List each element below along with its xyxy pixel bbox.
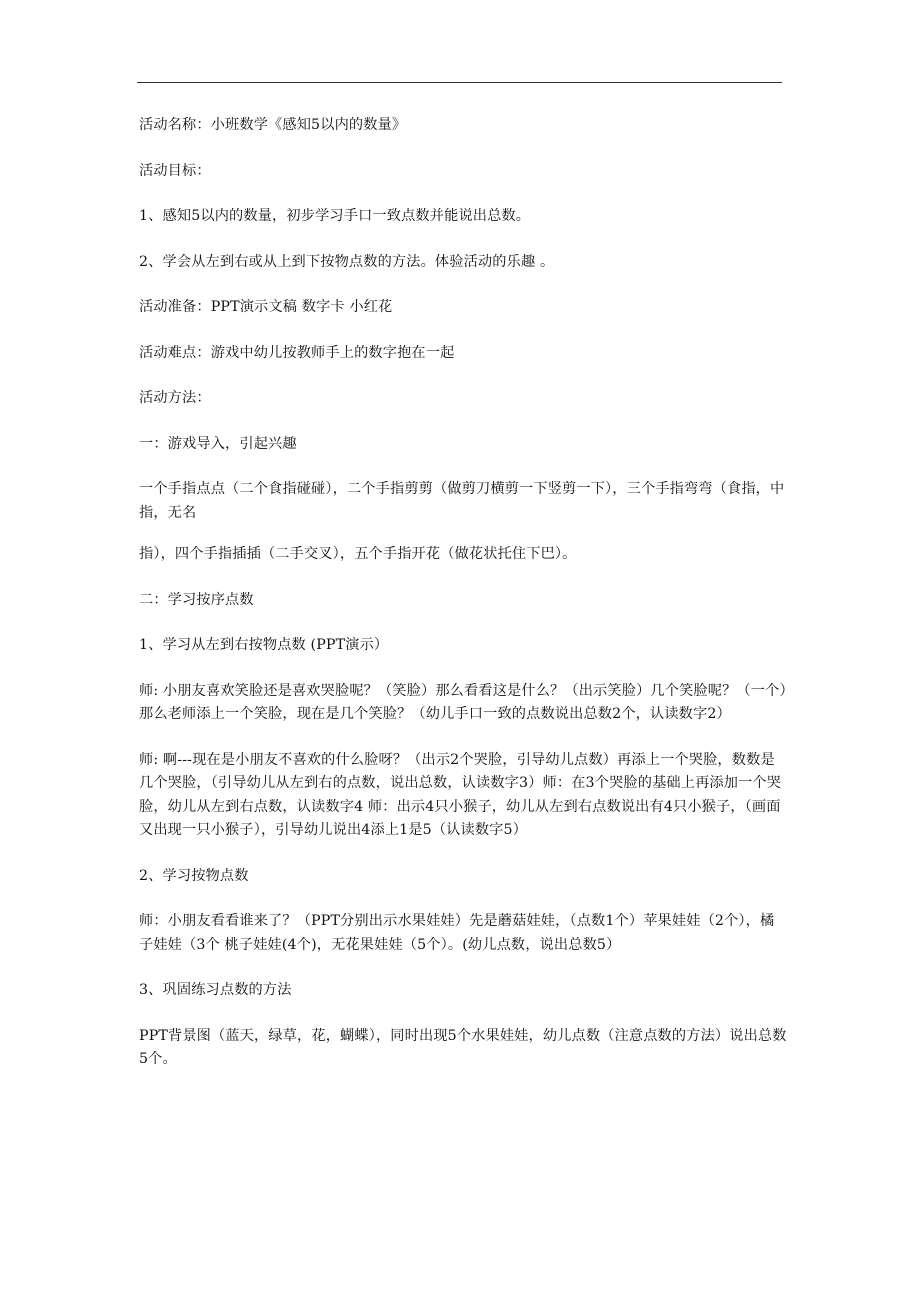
goal-item-1: 1、感知5以内的数量，初步学习手口一致点数并能说出总数。 (139, 208, 531, 224)
header-rule (137, 82, 782, 83)
goal-item-2: 2、学会从左到右或从上到下按物点数的方法。体验活动的乐趣 。 (139, 253, 555, 270)
subsection-2-heading: 2、学习按物点数 (139, 867, 249, 884)
fruit-dolls-dialogue: 师：小朋友看看谁来了？（PPT分别出示水果娃娃）先是蘑菇娃娃，（点数1个）苹果娃娃（2个），橘子娃娃（3个 桃子娃娃(4个)，无花果娃娃（5个）。(幼儿点数，说出总数5） (139, 913, 775, 953)
methods-heading: 活动方法： (139, 390, 211, 406)
goals-heading: 活动目标： (139, 162, 211, 179)
practice-text: PPT背景图（蓝天，绿草，花，蝴蝶），同时出现5个水果娃娃，幼儿点数（注意点数的方法）说出总数5个。 (139, 1027, 787, 1067)
preparation: 活动准备：PPT演示文稿 数字卡 小红花 (139, 299, 393, 315)
section-2-heading: 二：学习按序点数 (139, 591, 254, 608)
section-1-heading: 一：游戏导入，引起兴趣 (139, 435, 297, 452)
subsection-1-heading: 1、学习从左到右按物点数 (PPT演示） (139, 637, 389, 653)
document-body (139, 114, 787, 1094)
smiley-dialogue: 师: 小朋友喜欢笑脸还是喜欢哭脸呢？（笑脸）那么看看这是什么？（出示笑脸）几个笑脸呢？（一个）那么老师添上一个笑脸，现在是几个笑脸？（幼儿手口一致的点数说出总数2个，认读数字2） (139, 682, 787, 722)
difficulty: 活动难点：游戏中幼儿按教师手上的数字抱在一起 (139, 344, 455, 361)
subsection-3-heading: 3、巩固练习点数的方法 (139, 982, 292, 998)
activity-name: 活动名称：小班数学《感知5以内的数量》 (139, 117, 407, 133)
crying-face-dialogue: 师: 啊---现在是小朋友不喜欢的什么脸呀？（出示2个哭脸，引导幼儿点数）再添上一个哭脸，数数是几个哭脸，（引导幼儿从左到右的点数，说出总数，认读数字3）师：在3个哭脸的基础上再添加一个哭脸，幼儿从左到右点数，认读数字4 师：出示4只小猴子，幼儿从左到右点数说出有4只小猴子，（画面又出现一只小猴子），引导幼儿说出4添上1是5（认读数字5） (139, 751, 782, 838)
finger-game-text: 一个手指点点（二个食指碰碰），二个手指剪剪（做剪刀横剪一下竖剪一下），三个手指弯弯（食指，中指，无名 (139, 481, 785, 521)
finger-game-text-continued: 指），四个手指插插（二手交叉），五个手指开花（做花状托住下巴）。 (139, 546, 577, 562)
